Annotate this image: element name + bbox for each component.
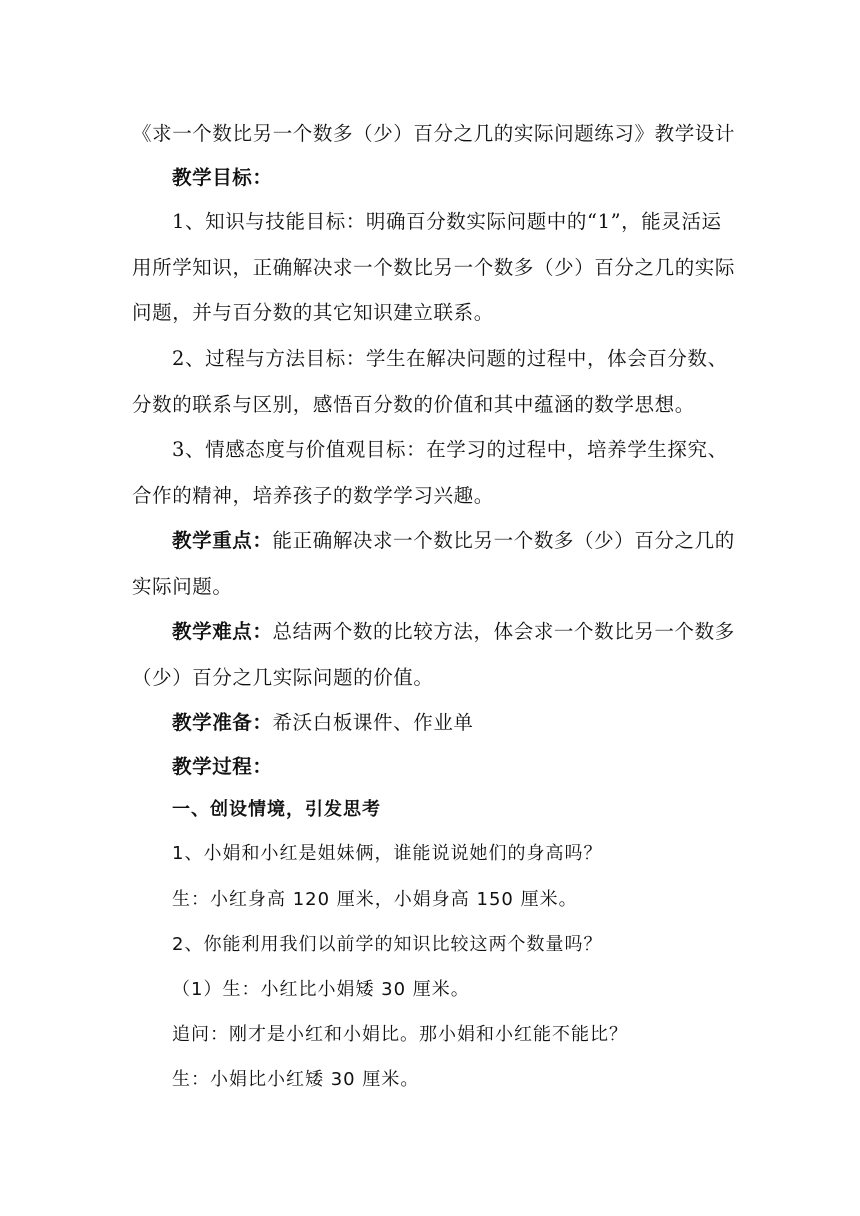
difficulty-line1: [172, 616, 772, 644]
process-line: 生：小红身高 120 厘米，小娟身高 150 厘米。: [172, 889, 578, 910]
objectives-heading: 教学目标：: [172, 166, 273, 189]
key-point-line1: [172, 525, 772, 553]
key-point-text: 能正确解决求一个数比另一个数多（少）百分之几的: [272, 529, 735, 552]
document-title: 《求一个数比另一个数多（少）百分之几的实际问题练习》教学设计: [132, 122, 736, 145]
difficulty-text: 总结两个数的比较方法，体会求一个数比另一个数多: [272, 620, 735, 643]
objective3-line1: 3、情感态度与价值观目标：在学习的过程中，培养学生探究、: [172, 438, 728, 461]
preparation-line: [172, 707, 772, 735]
objective2-line2: 分数的联系与区别，感悟百分数的价值和其中蕴涵的数学思想。: [132, 393, 695, 416]
objective1-line3: 问题，并与百分数的其它知识建立联系。: [132, 301, 494, 324]
process-line: （1）生：小红比小娟矮 30 厘米。: [172, 979, 470, 1000]
process-line: 生：小娟比小红矮 30 厘米。: [172, 1069, 420, 1090]
key-point-label: 教学重点：: [172, 529, 273, 552]
preparation-text: 希沃白板课件、作业单: [272, 711, 474, 734]
preparation-label: 教学准备：: [172, 711, 273, 734]
process-line: 2、你能利用我们以前学的知识比较这两个数量吗？: [172, 934, 603, 955]
section1-heading: 一、创设情境，引发思考: [172, 799, 381, 820]
process-heading: 教学过程：: [172, 755, 273, 778]
process-line: 1、小娟和小红是姐妹俩，谁能说说她们的身高吗？: [172, 843, 603, 864]
key-point-line2: 实际问题。: [132, 575, 233, 598]
process-line: 追问：刚才是小红和小娟比。那小娟和小红能不能比？: [172, 1024, 628, 1045]
objective2-line1: 2、过程与方法目标：学生在解决问题的过程中，体会百分数、: [172, 347, 728, 370]
objective1-line2: 用所学知识，正确解决求一个数比另一个数多（少）百分之几的实际: [132, 256, 736, 279]
difficulty-label: 教学难点：: [172, 620, 273, 643]
objective1-line1: 1、知识与技能目标：明确百分数实际问题中的“1”，能灵活运: [172, 210, 722, 233]
objective3-line2: 合作的精神，培养孩子的数学学习兴趣。: [132, 484, 494, 507]
difficulty-line2: （少）百分之几实际问题的价值。: [132, 666, 434, 689]
